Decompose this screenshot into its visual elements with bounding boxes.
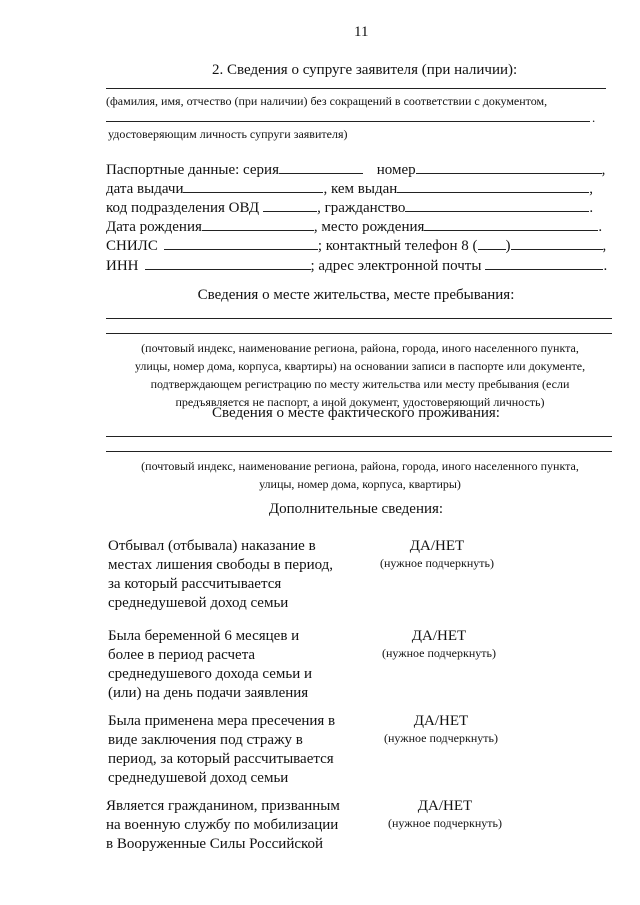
actual-residence-hint bbox=[96, 457, 624, 493]
ovd-code-label: код подразделения ОВД bbox=[106, 200, 260, 216]
answer-hint: (нужное подчеркнуть) bbox=[380, 556, 494, 570]
answer-hint: (нужное подчеркнуть) bbox=[384, 731, 498, 745]
question-line: за который рассчитывается bbox=[108, 576, 282, 592]
fio-hint-2: удостоверяющим личность супруги заявителя) bbox=[108, 127, 348, 141]
yes-no-option[interactable]: ДА/НЕТ bbox=[413, 713, 469, 729]
issued-by-field[interactable] bbox=[397, 180, 589, 193]
question-1 bbox=[108, 537, 368, 613]
yes-no-option[interactable]: ДА/НЕТ bbox=[409, 538, 465, 554]
answer-4 bbox=[360, 797, 530, 831]
question-line: Отбывал (отбывала) наказание в bbox=[108, 538, 316, 554]
email-field[interactable] bbox=[485, 257, 603, 270]
passport-series-field[interactable] bbox=[279, 161, 363, 174]
answer-1 bbox=[352, 537, 522, 571]
citizenship-field[interactable] bbox=[405, 199, 589, 212]
issue-date-label: дата выдачи bbox=[106, 181, 184, 197]
question-line: Была беременной 6 месяцев и bbox=[108, 628, 300, 644]
passport-series-label: Паспортные данные: серия bbox=[106, 162, 279, 178]
question-line: Является гражданином, призванным bbox=[106, 798, 340, 814]
fio-hint-1: (фамилия, имя, отчество (при наличии) без сокращений в соответствии с документом, bbox=[106, 94, 548, 108]
residence-hint-line: (почтовый индекс, наименование региона, района, города, иного населенного пункта, bbox=[141, 341, 579, 355]
question-line: (или) на день подачи заявления bbox=[108, 685, 309, 701]
birth-row: Дата рождения , место рождения . bbox=[106, 219, 603, 235]
email-label: ; адрес электронной почты bbox=[310, 258, 482, 274]
question-line: более в период расчета bbox=[108, 647, 256, 663]
passport-number-field[interactable] bbox=[416, 161, 602, 174]
question-line: среднедушевой доход семьи bbox=[108, 770, 289, 786]
birth-place-field[interactable] bbox=[424, 218, 598, 231]
question-3 bbox=[108, 712, 368, 788]
question-line: среднедушевого дохода семьи и bbox=[108, 666, 313, 682]
phone-label: ; контактный телефон 8 ( bbox=[317, 238, 478, 254]
actual-residence-input-line-2[interactable] bbox=[106, 451, 612, 452]
snils-label: СНИЛС bbox=[106, 238, 158, 254]
actual-residence-hint-line: улицы, номер дома, корпуса, квартиры) bbox=[259, 477, 461, 491]
question-line: местах лишения свободы в период, bbox=[108, 557, 334, 573]
residence-hint-line: подтверждающем регистрацию по месту жительства или месту пребывания (если bbox=[150, 377, 570, 391]
phone-code-field[interactable] bbox=[478, 237, 506, 250]
fio-input-line-2[interactable] bbox=[106, 121, 590, 122]
phone-close: ) bbox=[505, 238, 511, 254]
question-line: среднедушевой доход семьи bbox=[108, 595, 289, 611]
actual-residence-title: Сведения о месте фактического проживания: bbox=[212, 405, 500, 421]
birth-date-field[interactable] bbox=[202, 218, 314, 231]
residence-hint bbox=[96, 339, 624, 411]
question-line: период, за который рассчитывается bbox=[108, 751, 334, 767]
inn-label: ИНН bbox=[106, 258, 139, 274]
residence-hint-line: предъявляется не паспорт, а иной документ, удостоверяющий личность) bbox=[175, 395, 545, 409]
ovd-code-field[interactable] bbox=[263, 199, 317, 212]
answer-hint: (нужное подчеркнуть) bbox=[382, 646, 496, 660]
snils-row: СНИЛС ; контактный телефон 8 ( ) , bbox=[106, 238, 607, 254]
yes-no-option[interactable]: ДА/НЕТ bbox=[417, 798, 473, 814]
passport-number-label: номер bbox=[376, 162, 416, 178]
residence-hint-line: улицы, номер дома, корпуса, квартиры) на основании записи в паспорте или документе, bbox=[134, 359, 586, 373]
section-title: 2. Сведения о супруге заявителя (при наличии): bbox=[212, 62, 518, 78]
answer-2 bbox=[354, 627, 524, 661]
birth-place-label: , место рождения bbox=[313, 219, 425, 235]
page-number: 11 bbox=[354, 24, 369, 40]
answer-3 bbox=[356, 712, 526, 746]
phone-number-field[interactable] bbox=[511, 237, 603, 250]
question-line: на военную службу по мобилизации bbox=[106, 817, 339, 833]
actual-residence-hint-line: (почтовый индекс, наименование региона, района, города, иного населенного пункта, bbox=[141, 459, 579, 473]
inn-field[interactable] bbox=[145, 257, 311, 270]
passport-row: Паспортные данные: серия номер , bbox=[106, 162, 606, 178]
snils-field[interactable] bbox=[164, 237, 318, 250]
ovd-row: код подразделения ОВД , гражданство . bbox=[106, 200, 594, 216]
birth-date-label: Дата рождения bbox=[106, 219, 202, 235]
issue-row: дата выдачи , кем выдан , bbox=[106, 181, 594, 197]
issued-by-label: , кем выдан bbox=[323, 181, 398, 197]
residence-input-line[interactable] bbox=[106, 318, 612, 319]
inn-row: ИНН ; адрес электронной почты . bbox=[106, 258, 608, 274]
answer-hint: (нужное подчеркнуть) bbox=[388, 816, 502, 830]
yes-no-option[interactable]: ДА/НЕТ bbox=[411, 628, 467, 644]
actual-residence-input-line[interactable] bbox=[106, 436, 612, 437]
period-mark: . bbox=[592, 110, 596, 125]
additional-title: Дополнительные сведения: bbox=[268, 501, 444, 517]
citizenship-label: , гражданство bbox=[317, 200, 406, 216]
question-line: в Вооруженные Силы Российской bbox=[106, 836, 324, 852]
issue-date-field[interactable] bbox=[183, 180, 323, 193]
residence-title: Сведения о месте жительства, месте пребывания: bbox=[197, 287, 515, 303]
question-2 bbox=[108, 627, 368, 703]
question-line: виде заключения под стражу в bbox=[108, 732, 303, 748]
residence-input-line-2[interactable] bbox=[106, 333, 612, 334]
question-4 bbox=[106, 797, 366, 854]
fio-input-line[interactable] bbox=[106, 88, 606, 89]
question-line: Была применена мера пресечения в bbox=[108, 713, 336, 729]
